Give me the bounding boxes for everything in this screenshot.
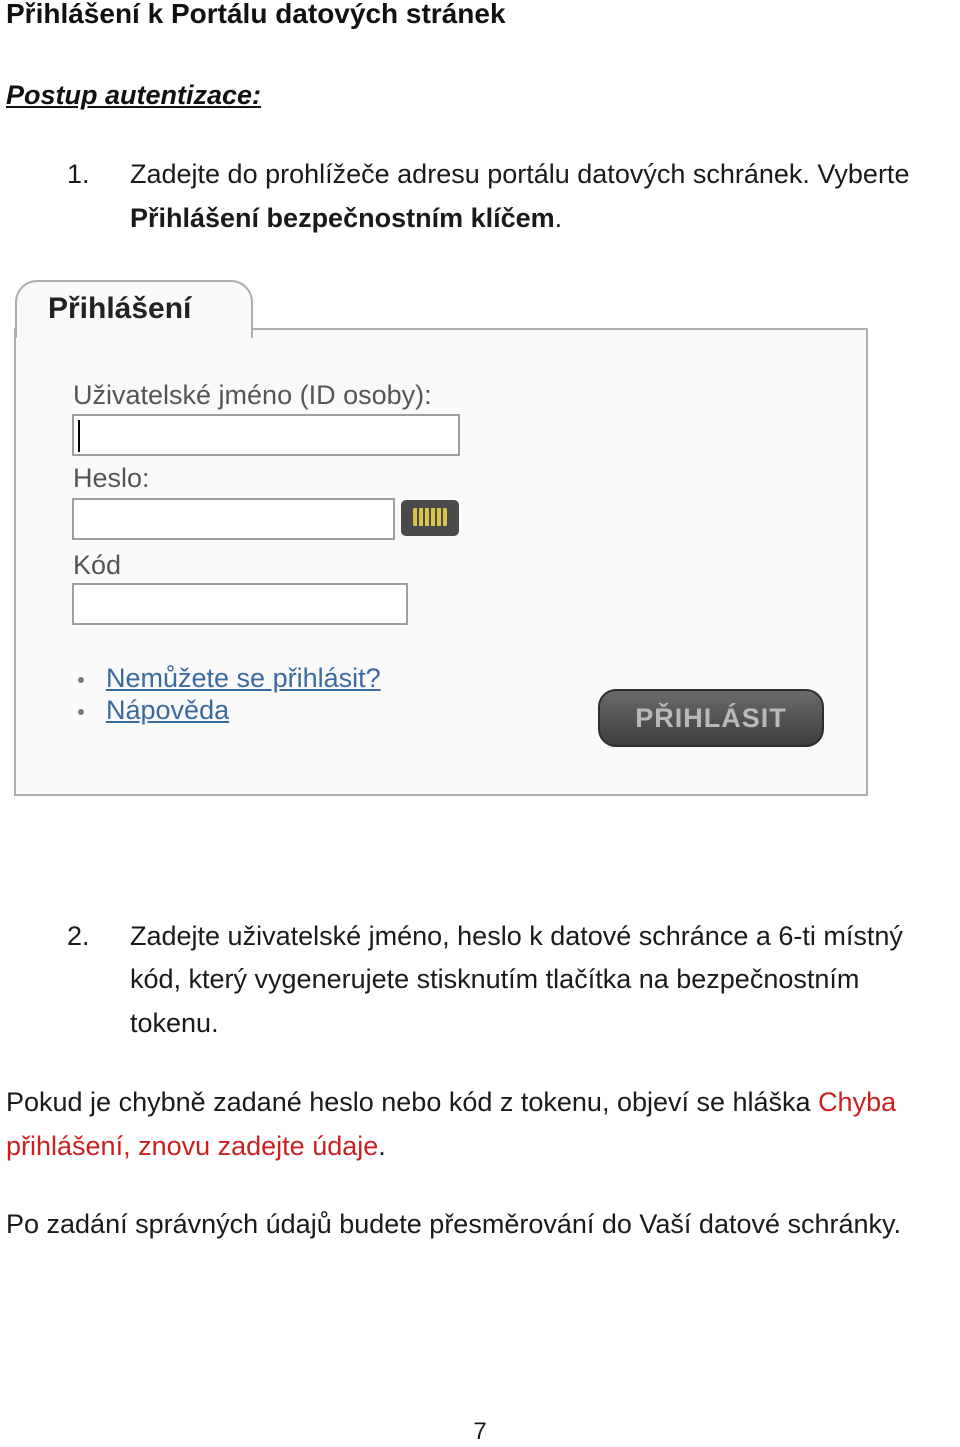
step-2-line-3: tokenu. — [130, 1008, 219, 1038]
login-screenshot — [0, 270, 880, 810]
password-label: Heslo: — [73, 463, 150, 493]
section-heading: Postup autentizace: — [6, 80, 262, 110]
text-caret — [78, 420, 80, 452]
error-message-end: přihlášení, znovu zadejte údaje — [6, 1131, 379, 1161]
step-2-number: 2. — [67, 921, 90, 951]
step-1-bold-option: Přihlášení bezpečnostním klíčem — [130, 203, 555, 233]
step-1-line-1: Zadejte do prohlížeče adresu portálu datových schránek. Vyberte — [130, 159, 910, 189]
error-paragraph-line-1 — [6, 1080, 896, 1124]
final-paragraph: Po zadání správných údajů budete přesměrování do Vaší datové schránky. — [6, 1209, 902, 1239]
username-input[interactable] — [72, 414, 460, 456]
login-button[interactable]: PŘIHLÁSIT — [598, 689, 824, 747]
error-message-start: Chyba — [818, 1087, 897, 1117]
username-label: Uživatelské jméno (ID osoby): — [73, 380, 432, 410]
error-paragraph-line-2 — [6, 1124, 386, 1168]
page-title: Přihlášení k Portálu datových stránek — [6, 0, 506, 29]
code-input[interactable] — [72, 583, 408, 625]
page-number: 7 — [473, 1418, 487, 1445]
step-2-line-2: kód, který vygenerujete stisknutím tlačítka na bezpečnostním — [130, 964, 860, 994]
keyboard-keys — [413, 508, 447, 526]
bullet-icon — [78, 709, 84, 715]
help-link[interactable]: Nápověda — [106, 695, 230, 725]
password-input[interactable] — [72, 498, 395, 540]
step-1-line-2 — [130, 196, 562, 240]
step-2-line-1: Zadejte uživatelské jméno, heslo k datové schránce a 6-ti místný — [130, 921, 903, 951]
keyboard-icon[interactable] — [401, 500, 459, 536]
error-paragraph-text: Pokud je chybně zadané heslo nebo kód z tokenu, objeví se hláška — [6, 1087, 819, 1117]
step-1-number: 1. — [67, 159, 90, 189]
code-label: Kód — [73, 550, 122, 580]
cannot-login-link[interactable]: Nemůžete se přihlásit? — [106, 663, 381, 693]
step-1-period: . — [554, 203, 563, 233]
login-tab-title: Přihlášení — [48, 292, 192, 325]
bullet-icon — [78, 677, 84, 683]
login-panel-top-border — [249, 328, 866, 330]
error-paragraph-period: . — [378, 1131, 386, 1161]
